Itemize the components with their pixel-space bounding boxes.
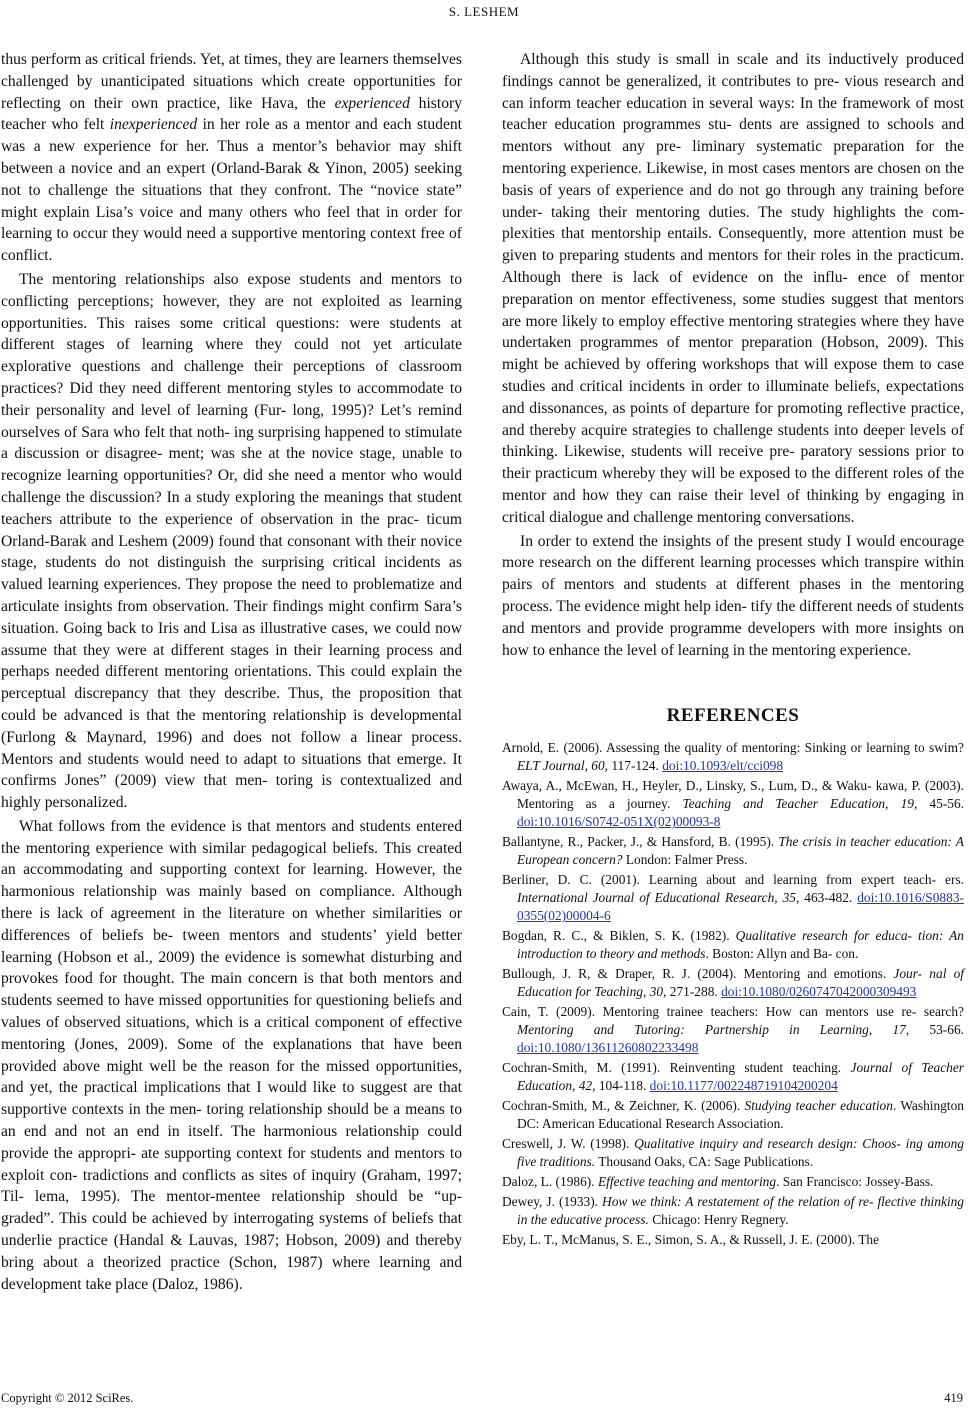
- doi-link[interactable]: doi:10.1016/S0883-0355(02)00004-6: [517, 890, 964, 924]
- reference-entry: Cain, T. (2009). Mentoring trainee teachers: How can mentors use re- search? Mentoring and Tutoring: Partnership in Learning, 17, 53-66. doi:10.1080/13611260802233498: [502, 1004, 965, 1056]
- doi-link[interactable]: doi:10.1080/0260747042000309493: [721, 984, 917, 1000]
- reference-entry: Bogdan, R. C., & Biklen, S. K. (1982). Qualitative research for educa- tion: An introduction to theory and methods. Boston: Allyn and Ba- con.: [502, 928, 964, 962]
- left-column: [1, 49, 462, 1295]
- body-paragraph: What follows from the evidence is that mentors and students entered the mentoring experience with similar pedagogical beliefs. This created an accommodating and supporting context for learning. However, the harmonious relationship was mainly based on compliance. Although there is lack of agreement in the literature on whether similarities or differences of beliefs be- tween mentors and students’ yield better learning (Hobson et al., 2009) the evidence is somewhat disturbing and provokes food for thought. The main concern is that both mentors and students seemed to have missed opportunities for questioning beliefs and values of observed situations, which is a critical component of effective mentoring (Jones, 2009). Some of the explanations that have been provided above might well be the reason for the missed opportunities, and yet, the practical implications that I would like to suggest are that supportive contexts in the men- toring relationship should be a means to an end and not an end in itself. The harmonious relationship could provide the appropri- ate supporting context for students and mentors to exploit con- tradictions and conflicts as sites of inquiry (Graham, 1997; Til- lema, 1995). The mentor-mentee relationship should be “up- graded”. This could be achieved by interrogating systems of beliefs that underlie practice (Handal & Lauvas, 1987; Hobson, 2009) and thereby bring about a theorized practice (Schon, 1987) where learning and development take place (Daloz, 1986).: [1, 817, 462, 1293]
- reference-entry: Arnold, E. (2006). Assessing the quality of mentoring: Sinking or learning to swim? ELT Journal, 60, 117-124. doi:10.1093/elt/cci098: [502, 740, 964, 774]
- reference-entry: Dewey, J. (1933). How we think: A restatement of the relation of re- flective thinking in the educative process. Chicago: Henry Regnery.: [502, 1194, 964, 1228]
- page-number: 419: [944, 1391, 963, 1405]
- references-heading: REFERENCES: [666, 705, 800, 727]
- body-paragraph: The mentoring relationships also expose students and mentors to conflicting perceptions; however, they are not exploited as learning opportunities. This raises some critical questions: were students at different stages of learning where they could not yet articulate explorative questions and challenge their perceptions of classroom practices? Did they need different mentoring styles to accommodate to their personality and level of learning (Fur- long, 1995)? Let’s remind ourselves of Sara who felt that noth- ing surprising happened to stimulate a discussion or disagree- ment; was she at the novice stage, unable to recognize learning opportunities? Or, did she need a mentor who would challenge the discussion? In a study exploring the meanings that student teachers attribute to the experience of observation in the prac- ticum Orland-Barak and Leshem (2009) found that consonant with their novice stage, students do not distinguish the surprising critical incidents as valued learning experiences. They propose the need to problematize and articulate insights from observation. Their findings might confirm Sara’s situation. Going back to Iris and Lisa as illustrative cases, we could now assume that they were at different stages in their learning process and perhaps needed different mentoring orientations. This could explain the perceptual discrepancy that they describe. Thus, the proposition that could be advanced is that the mentoring relationship is developmental (Furlong & Maynard, 1996) and does not follow a linear process. Mentors and students would need to adapt to situations that emerge. It confirms Jones” (2009) view that men- toring is contextualized and highly personalized.: [1, 270, 462, 812]
- reference-entry: Cochran-Smith, M., & Zeichner, K. (2006). Studying teacher education. Washington DC: American Educational Research Association.: [502, 1098, 964, 1132]
- running-head: S. LESHEM: [448, 4, 520, 19]
- references-list: [502, 739, 964, 1249]
- copyright-notice: Copyright © 2012 SciRes.: [1, 1391, 134, 1405]
- reference-entry: Creswell, J. W. (1998). Qualitative inquiry and research design: Choos- ing among five traditions. Thousand Oaks, CA: Sage Publications.: [502, 1136, 964, 1170]
- reference-entry: Awaya, A., McEwan, H., Heyler, D., Linsky, S., Lum, D., & Waku- kawa, P. (2003). Mentoring as a journey. Teaching and Teacher Education, 19, 45-56. doi:10.1016/S0742-051X(02)00093-8: [502, 778, 965, 830]
- reference-entry: Bullough, J. R, & Draper, R. J. (2004). Mentoring and emotions. Jour- nal of Education for Teaching, 30, 271-288. doi:10.1080/0260747042000309493: [502, 966, 964, 1000]
- reference-entry: Cochran-Smith, M. (1991). Reinventing student teaching. Journal of Teacher Education, 42, 104-118. doi:10.1177/002248719104200204: [502, 1060, 964, 1094]
- reference-entry: Daloz, L. (1986). Effective teaching and mentoring. San Francisco: Jossey-Bass.: [502, 1174, 934, 1190]
- body-paragraph: Although this study is small in scale and its inductively produced findings cannot be generalized, it contributes to pre- vious research and can inform teacher education in several ways: In the framework of most teacher education programmes stu- dents are assigned to schools and mentors without any pre- liminary systematic preparation for the mentoring experience. Likewise, in most cases mentors are chosen on the basis of years of experience and do not go through any training before under- taking their mentoring duties. The study highlights the com- plexities that mentorship entails. Consequently, more attention must be given to preparing students and mentors for their roles in the practicum. Although there is lack of evidence on the influ- ence of mentor preparation on mentor effectiveness, some studies suggest that mentors are more likely to employ effective mentoring strategies where they have undertaken programmes of mentor preparation (Hobson, 2009). This might be achieved by offering workshops that will expose them to case studies and critical incidents in order to illuminate beliefs, expectations and dissonances, as points of departure for promoting reflective practice, and thereby acquire strategies to challenge students into deeper levels of thinking. Likewise, students will receive pre- paratory sessions prior to their practicum whereby they will be exposed to the different roles of the mentor and how they can raise their level of thinking by engaging in critical dialogue and challenge mentoring conversations.: [502, 51, 964, 526]
- body-paragraph: In order to extend the insights of the present study I would encourage more research on the different learning processes which transpire within pairs of mentors and students at different phases in the mentoring process. The evidence might help iden- tify the different needs of students and mentors and provide programme developers with more insights on how to enhance the level of learning in the mentoring experience.: [502, 532, 964, 659]
- doi-link[interactable]: doi:10.1177/002248719104200204: [649, 1078, 838, 1094]
- body-paragraph: thus perform as critical friends. Yet, at times, they are learners themselves challenged by unanticipated situations which create opportunities for reflecting on their own practice, like Hava, the experienced history teacher who felt inexperienced in her role as a mentor and each student was a new experience for her. Thus a mentor’s behavior may shift between a novice and an expert (Orland-Barak & Yinon, 2005) seeking not to challenge the situations that they confront. The “novice state” might explain Lisa’s voice and many others who feel that in order for learning to occur they would need a supportive mentoring context free of conflict.: [1, 51, 462, 265]
- doi-link[interactable]: doi:10.1093/elt/cci098: [662, 758, 784, 774]
- reference-entry: Ballantyne, R., Packer, J., & Hansford, B. (1995). The crisis in teacher education: A European concern? London: Falmer Press.: [502, 834, 964, 868]
- doi-link[interactable]: doi:10.1016/S0742-051X(02)00093-8: [517, 814, 721, 830]
- reference-entry: Eby, L. T., McManus, S. E., Simon, S. A., & Russell, J. E. (2000). The: [502, 1232, 880, 1248]
- doi-link[interactable]: doi:10.1080/13611260802233498: [517, 1040, 699, 1056]
- page-footer: [1, 1391, 963, 1406]
- reference-entry: Berliner, D. C. (2001). Learning about and learning from expert teach- ers. International Journal of Educational Research, 35, 463-482. doi:10.1016/S0883-0355(02)00004-6: [502, 872, 964, 924]
- right-column: [502, 49, 964, 1251]
